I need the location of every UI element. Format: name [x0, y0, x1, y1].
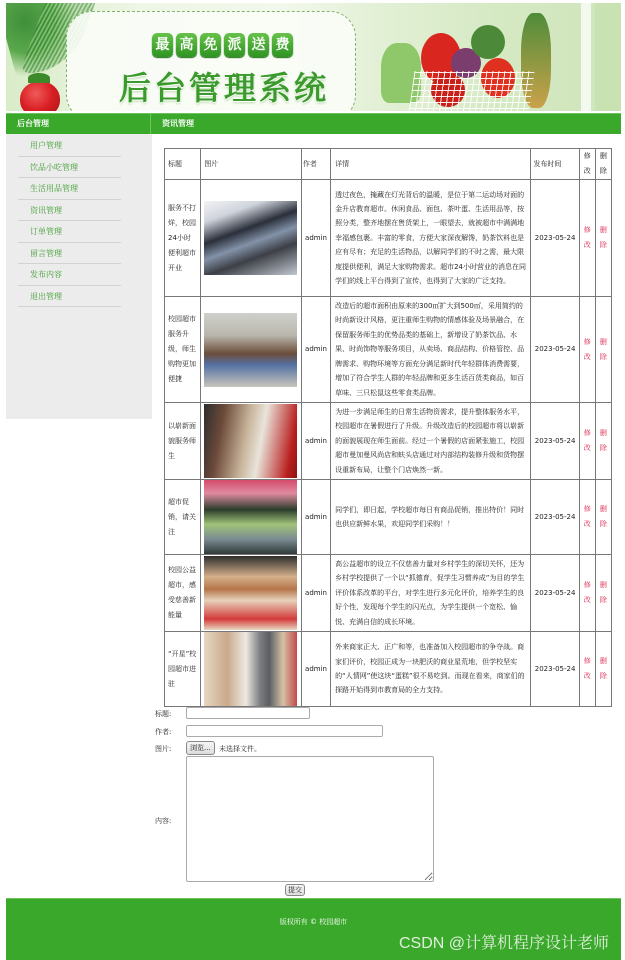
table-row	[165, 180, 612, 297]
table-header-row	[165, 149, 612, 180]
title-label: 标题:	[155, 710, 172, 718]
table-row	[165, 297, 612, 403]
table-row	[165, 555, 612, 632]
edit-link[interactable]: 修改	[583, 505, 591, 529]
cell-delete	[595, 180, 611, 297]
cell-edit	[579, 297, 595, 403]
edit-link[interactable]: 修改	[583, 226, 591, 249]
cell-author: admin	[301, 480, 330, 555]
cell-detail: 高公益超市的设立不仅慈善力量对乡村学生的深切关怀，还为乡村学校提供了一个以“抓德育，促学生习惯养成”为目的学生评价体系改革的平台，对学生进行多元化评价，培养学生的良好个性，发现每个学生的闪光点，为学生提供一个宽松、愉悦、充满自信的成长环境。	[331, 555, 531, 632]
delete-link[interactable]: 删除	[599, 505, 607, 529]
sidebar-link[interactable]: 退出管理	[30, 291, 62, 301]
sidebar-item-orders	[18, 221, 121, 243]
delete-link[interactable]: 删除	[599, 581, 607, 605]
cell-time: 2023-05-24	[531, 480, 579, 555]
cell-edit	[579, 632, 595, 707]
cell-author: admin	[301, 403, 330, 480]
cell-image	[201, 632, 302, 707]
news-table	[164, 148, 612, 707]
header-banner	[6, 3, 621, 111]
file-status-text: 未选择文件。	[219, 745, 261, 753]
cell-title: 校园公益超市，感受慈善新能量	[165, 555, 201, 632]
sidebar-item-publish	[18, 264, 121, 286]
cell-edit	[579, 403, 595, 480]
cell-edit	[579, 555, 595, 632]
cell-detail: 改造后的超市面积由原来的300㎡扩大到500㎡，采用简约的时尚新设计风格，更注重师生购物的情感体验及场景融合，在保留服务师生的优势品类的基础上，新增设了奶茶饮品、水果、时尚饰物等服务项目，从卖场、商品结构、价格管控、品牌需求、购物环境等方面充分满足新时代年轻群体消费需要，增加了符合学生人群的年轻品牌和更多生活百货类商品，如百草味、三只松鼠这些零食类品牌。	[331, 297, 531, 403]
badge-char: 费	[272, 33, 293, 57]
cell-delete	[595, 297, 611, 403]
free-delivery-badges	[152, 33, 293, 57]
delete-link[interactable]: 删除	[599, 429, 607, 453]
cell-time: 2023-05-24	[531, 180, 579, 297]
sidebar-link[interactable]: 生活用品管理	[30, 184, 78, 193]
delete-link[interactable]: 删除	[599, 657, 607, 681]
cell-detail: 同学们，即日起，学校超市每日有商品促销，推出特价！同时也供应新鲜水果，欢迎同学们采购！！	[331, 480, 531, 555]
sidebar-link[interactable]: 资讯管理	[30, 205, 62, 215]
badge-char: 最	[152, 33, 173, 57]
edit-link[interactable]: 修改	[583, 657, 591, 681]
vegetable-basket-image	[371, 13, 581, 111]
author-input[interactable]	[186, 725, 383, 737]
cell-author: admin	[301, 180, 330, 297]
cell-author: admin	[301, 555, 330, 632]
image-label: 图片:	[155, 745, 172, 753]
cell-title: 校园超市服务升级，师生购物更加便捷	[165, 297, 201, 403]
table-row	[165, 632, 612, 707]
table-row	[165, 403, 612, 480]
cell-delete	[595, 632, 611, 707]
edit-link[interactable]: 修改	[583, 581, 591, 605]
strawberry-image	[20, 81, 60, 111]
delete-link[interactable]: 删除	[599, 337, 607, 361]
browse-file-button[interactable]: 浏览...	[186, 741, 215, 755]
watermark-text: CSDN @计算机程序设计老师	[398, 935, 609, 952]
system-title: 后台管理系统	[119, 69, 330, 107]
badge-char: 高	[176, 33, 197, 57]
sidebar-item-snacks	[18, 157, 121, 179]
sidebar-item-daily-goods	[18, 178, 121, 200]
cell-image	[201, 555, 302, 632]
column-header-title: 标题	[165, 149, 201, 180]
cell-time: 2023-05-24	[531, 297, 579, 403]
cell-title: 超市促销，请关注	[165, 480, 201, 555]
title-input[interactable]	[186, 707, 310, 719]
sidebar-nav	[6, 134, 152, 419]
cell-time: 2023-05-24	[531, 555, 579, 632]
edit-link[interactable]: 修改	[583, 429, 591, 453]
column-header-author: 作者	[301, 149, 330, 180]
sidebar-item-messages	[18, 243, 121, 265]
cell-image	[201, 180, 302, 297]
edit-link[interactable]: 修改	[583, 337, 591, 361]
cell-title: “开星”校园超市进驻	[165, 632, 201, 707]
content-heading: 资讯管理	[162, 119, 194, 128]
banner-stripe	[581, 3, 591, 111]
news-thumbnail	[204, 313, 297, 387]
badge-char: 送	[248, 33, 269, 57]
column-header-detail: 详情	[331, 149, 531, 180]
author-label: 作者:	[155, 728, 172, 736]
sidebar-link[interactable]: 发布内容	[30, 270, 62, 279]
column-header-time: 发布时间	[531, 149, 579, 180]
sidebar-link[interactable]: 用户管理	[30, 141, 62, 150]
cell-image	[201, 480, 302, 555]
banner-stripe	[595, 3, 621, 111]
cell-title: 以崭新面貌服务师生	[165, 403, 201, 480]
sidebar-heading: 后台管理	[6, 114, 151, 134]
cell-detail: 外来商家正大、正广和等，也准备加入校园超市的争夺战。商家们评价，校园正成为一块肥沃的商业星荒地，但学校坚实的“人情网”使这块“蛋糕”很不易吃到。而现在看来，商家们的探路开始得到市教育局的全力支持。	[331, 632, 531, 707]
cell-image	[201, 403, 302, 480]
cell-edit	[579, 480, 595, 555]
column-header-delete: 删除	[595, 149, 611, 180]
cell-delete	[595, 403, 611, 480]
cell-edit	[579, 180, 595, 297]
table-row	[165, 480, 612, 555]
cell-detail: 透过夜色，掩藏在灯光背后的温暖，是位于第二运动场对面的金升店教育超市。休闲食品、面包、茶叶蛋、生活用品等，按照分类，整齐地摆在售货架上，一眼望去，就被超市中满满地幸福感包裹。丰富的零食，方便大家深夜解馋，奶茶饮料也是应有尽有；充足的生活物品，以解同学们的不时之需，最大限度提供便利，满足大家购物需求。超市24小时营业的消息在同学们的线上平台得到了宣传，也得到了大家的广泛支持。	[331, 180, 531, 297]
content-textarea[interactable]	[186, 756, 434, 882]
news-thumbnail	[204, 201, 297, 275]
cell-delete	[595, 555, 611, 632]
column-header-image: 图片	[201, 149, 302, 180]
submit-button[interactable]: 提交	[285, 884, 305, 896]
news-thumbnail	[204, 632, 297, 706]
copyright-text: 版权所有 © 校园超市	[279, 918, 348, 926]
cell-time: 2023-05-24	[531, 632, 579, 707]
cell-delete	[595, 480, 611, 555]
column-header-edit: 修改	[579, 149, 595, 180]
sidebar-link[interactable]: 饮品小吃管理	[30, 162, 78, 172]
cell-title: 服务不打烊，校园24小时便利超市开业	[165, 180, 201, 297]
badge-char: 免	[200, 33, 221, 57]
cell-image	[201, 297, 302, 403]
sidebar-item-logout	[18, 286, 121, 308]
sidebar-item-users	[18, 135, 121, 157]
cell-detail: 为进一步满足师生的日常生活物资需求，提升整体服务水平，校园超市在暑假进行了升级。升级改造后的校园超市将以崭新的面貌展现在师生面前。经过一个暑假的店面紧张施工，校园超市曼加曼风尚店和蚨头店通过对内部结构装修升级和货物摆设重新布局，让整个门店焕然一新。	[331, 403, 531, 480]
badge-char: 派	[224, 33, 245, 57]
cell-author: admin	[301, 297, 330, 403]
news-thumbnail	[204, 404, 297, 478]
news-thumbnail	[204, 556, 297, 630]
delete-link[interactable]: 删除	[599, 226, 607, 249]
section-header-bar	[6, 113, 621, 134]
content-label: 内容:	[155, 817, 172, 825]
sidebar-item-news	[18, 200, 121, 222]
sidebar-link[interactable]: 留言管理	[30, 248, 62, 258]
sidebar-link[interactable]: 订单管理	[30, 227, 62, 236]
news-thumbnail	[204, 480, 297, 554]
cell-author: admin	[301, 632, 330, 707]
cell-time: 2023-05-24	[531, 403, 579, 480]
